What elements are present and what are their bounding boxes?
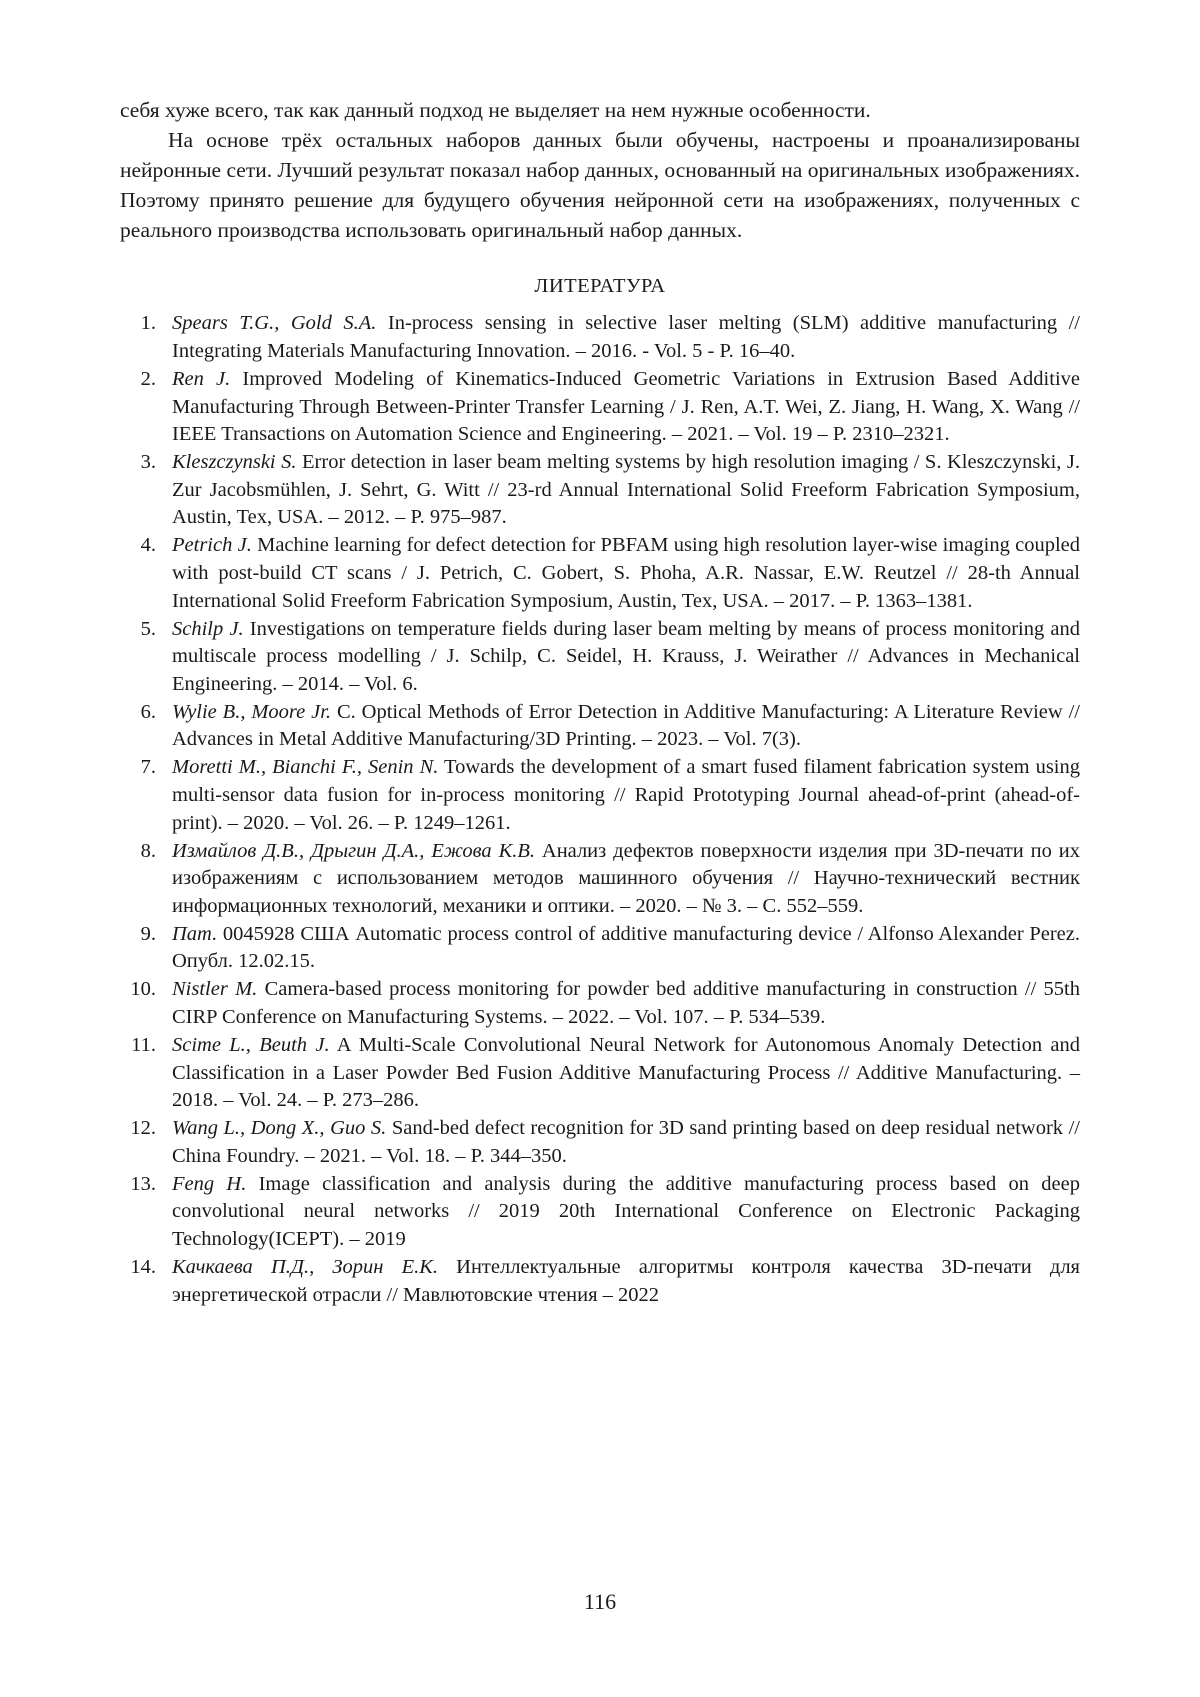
reference-item (120, 754, 1080, 837)
reference-text (172, 754, 1080, 837)
reference-text (172, 1171, 1080, 1254)
reference-authors: Spears T.G., Gold S.A. (172, 312, 377, 335)
reference-text (172, 449, 1080, 532)
reference-number: 10. (130, 978, 156, 1001)
reference-body: Investigations on temperature fields during laser beam melting by means of process monitoring and multiscale process modelling / J. Schilp, C. Seidel, H. Krauss, J. Weirather // Advances in Mechanical Engineering. – 2014. – Vol. 6. (172, 617, 1081, 695)
reference-item (120, 1254, 1080, 1309)
reference-authors: Качкаева П.Д., Зорин Е.К. (172, 1256, 438, 1279)
reference-text (172, 838, 1080, 921)
reference-item (120, 366, 1080, 449)
reference-body: Sand-bed defect recognition for 3D sand printing based on deep residual network // China Foundry. – 2021. – Vol. 18. – P. 344–350. (172, 1117, 1080, 1167)
reference-number: 2. (140, 368, 156, 391)
reference-authors: Nistler M. (172, 978, 258, 1001)
reference-number: 9. (140, 922, 156, 945)
reference-number: 12. (130, 1117, 156, 1140)
reference-item (120, 921, 1080, 976)
page-number: 116 (583, 1589, 617, 1614)
body-text-block (120, 95, 1080, 245)
reference-number: 11. (131, 1034, 156, 1057)
reference-body: 0045928 США Automatic process control of additive manufacturing device / Alfonso Alexander Perez. Опубл. 12.02.15. (172, 922, 1080, 973)
reference-number: 14. (130, 1256, 156, 1279)
reference-body: Camera-based process monitoring for powder bed additive manufacturing in construction // 55th CIRP Conference on Manufacturing Systems. – 2022. – Vol. 107. – P. 534–539. (172, 978, 1080, 1029)
reference-text (172, 1115, 1080, 1170)
reference-authors: Kleszczynski S. (172, 451, 297, 474)
references-list (120, 310, 1080, 1309)
reference-number: 6. (140, 700, 156, 723)
reference-authors: Moretti M., Bianchi F., Senin N. (172, 756, 439, 779)
reference-body: Анализ дефектов поверхности изделия при 3D-печати по их изображениям с использованием методов машинного обучения // Научно-технический вестник информационных технологий, механики и оптики. – 2020. – № 3. – С. 552–559. (172, 839, 1080, 917)
reference-item (120, 838, 1080, 921)
reference-number: 7. (140, 756, 156, 779)
reference-item (120, 532, 1080, 615)
reference-body: Error detection in laser beam melting systems by high resolution imaging / S. Kleszczynski, J. Zur Jacobsmühlen, J. Sehrt, G. Witt // 23-rd Annual International Solid Freeform Fabrication Symposium, Austin, Tex, USA. – 2012. – P. 975–987. (172, 451, 1081, 529)
reference-number: 13. (130, 1172, 156, 1195)
reference-body: Image classification and analysis during the additive manufacturing process based on deep convolutional neural networks // 2019 20th International Conference on Electronic Packaging Technology(ICEPT). – 2019 (172, 1172, 1080, 1251)
reference-item (120, 976, 1080, 1031)
reference-number: 5. (140, 617, 156, 640)
reference-text (172, 310, 1080, 365)
reference-body: In-process sensing in selective laser melting (SLM) additive manufacturing // Integrating Materials Manufacturing Innovation. – 2016. - Vol. 5 - P. 16–40. (172, 312, 1081, 363)
reference-authors: Feng H. (172, 1172, 247, 1195)
reference-text (172, 921, 1080, 976)
reference-authors: Пат. (172, 922, 218, 945)
reference-item (120, 1171, 1080, 1254)
reference-item (120, 1032, 1080, 1115)
reference-body: Интеллектуальные алгоритмы контроля качества 3D-печати для энергетической отрасли // Мавлютовские чтения – 2022 (172, 1256, 1080, 1306)
paragraph-continuation: себя хуже всего, так как данный подход не выделяет на нем нужные особенности. (120, 98, 871, 122)
reference-authors: Petrich J. (172, 534, 252, 557)
paragraph-conclusion: На основе трёх остальных наборов данных были обучены, настроены и проанализированы нейронные сети. Лучший результат показал набор данных, основанный на оригинальных изображениях. Поэтому принято решение для будущего обучения нейронной сети на изображениях, полученных с реального производства использовать оригинальный набор данных. (120, 128, 1080, 243)
reference-body: Machine learning for defect detection for PBFAM using high resolution layer-wise imaging coupled with post-build CT scans / J. Petrich, C. Gobert, S. Phoha, A.R. Nassar, E.W. Reutzel // 28-th Annual International Solid Freeform Fabrication Symposium, Austin, Tex, USA. – 2017. – P. 1363–1381. (172, 534, 1080, 612)
reference-text (172, 616, 1080, 699)
reference-body: A Multi-Scale Convolutional Neural Network for Autonomous Anomaly Detection and Classification in a Laser Powder Bed Fusion Additive Manufacturing Process // Additive Manufacturing. – 2018. – Vol. 24. – P. 273–286. (172, 1034, 1081, 1112)
reference-number: 8. (140, 839, 156, 862)
reference-authors: Ren J. (172, 368, 231, 391)
reference-authors: Измайлов Д.В., Дрыгин Д.А., Ежова К.В. (172, 839, 535, 862)
reference-item (120, 699, 1080, 754)
reference-item (120, 310, 1080, 365)
reference-body: Improved Modeling of Kinematics-Induced Geometric Variations in Extrusion Based Additive Manufacturing Through Between-Printer Transfer Learning / J. Ren, A.T. Wei, Z. Jiang, H. Wang, X. Wang // IEEE Transactions on Automation Science and Engineering. – 2021. – Vol. 19 – P. 2310–2321. (172, 368, 1080, 446)
reference-number: 3. (140, 451, 156, 474)
reference-authors: Wylie B., Moore Jr. (172, 700, 332, 723)
reference-text (172, 1254, 1080, 1309)
reference-body: C. Optical Methods of Error Detection in Additive Manufacturing: A Literature Review // Advances in Metal Additive Manufacturing/3D Printing. – 2023. – Vol. 7(3). (172, 700, 1080, 751)
reference-text (172, 699, 1080, 754)
references-heading: ЛИТЕРАТУРА (534, 275, 666, 298)
reference-text (172, 532, 1080, 615)
reference-authors: Wang L., Dong X., Guo S. (172, 1117, 387, 1140)
reference-number: 1. (140, 312, 156, 335)
reference-text (172, 976, 1080, 1031)
reference-body: Towards the development of a smart fused filament fabrication system using multi-sensor data fusion for in-process monitoring // Rapid Prototyping Journal ahead-of-print (ahead-of-print). – 2020. – Vol. 26. – P. 1249–1261. (172, 756, 1080, 834)
reference-authors: Schilp J. (172, 617, 244, 640)
reference-number: 4. (140, 534, 156, 557)
reference-item (120, 449, 1080, 532)
reference-item (120, 1115, 1080, 1170)
reference-item (120, 616, 1080, 699)
reference-text (172, 366, 1080, 449)
reference-text (172, 1032, 1080, 1115)
reference-authors: Scime L., Beuth J. (172, 1034, 330, 1057)
